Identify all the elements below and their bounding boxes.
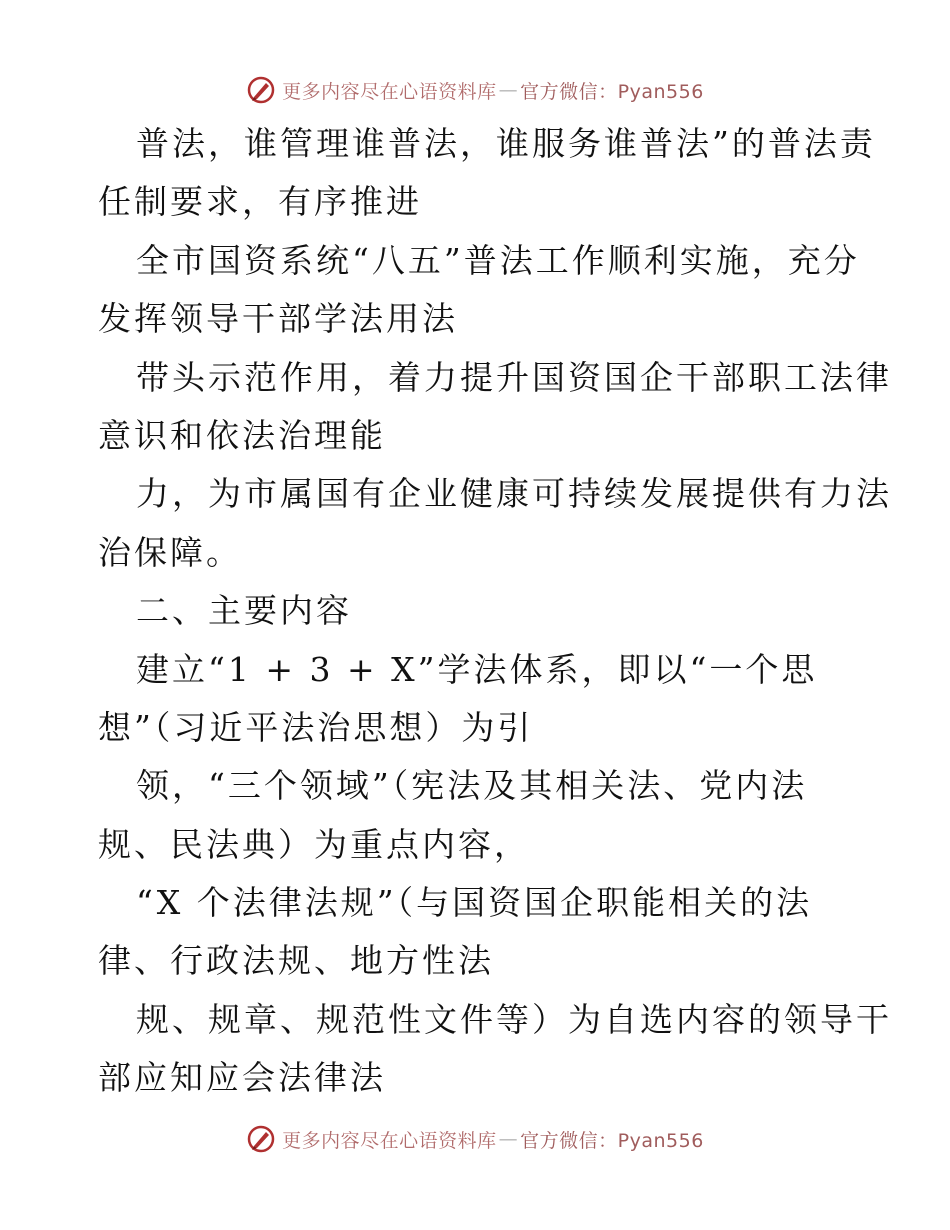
banner-text: 更多内容尽在心语资料库 bbox=[282, 1129, 497, 1152]
text-line: 律、行政法规、地方性法 bbox=[98, 941, 494, 981]
text-line: 普法，谁管理谁普法，谁服务谁普法”的普法责 bbox=[136, 124, 876, 163]
text-line: 力，为市属国有企业健康可持续发展提供有力法 bbox=[136, 474, 892, 514]
text-line: 发挥领导干部学法用法 bbox=[98, 299, 458, 339]
header-watermark-banner bbox=[0, 70, 950, 110]
text-line: 规、规章、规范性文件等）为自选内容的领导干 bbox=[136, 999, 892, 1039]
pen-circle-logo-icon bbox=[246, 75, 276, 105]
text-line: “X 个法律法规”（与国资国企职能相关的法 bbox=[136, 883, 813, 923]
banner-separator: — bbox=[498, 79, 519, 101]
pen-circle-logo-icon bbox=[246, 1124, 276, 1154]
text-line: 全市国资系统“八五”普法工作顺利实施，充分 bbox=[136, 240, 860, 280]
banner-wechat: 官方微信：Pyan556 bbox=[520, 1129, 704, 1152]
text-line: 建立“1 + 3 + X”学法体系，即以“一个思 bbox=[136, 649, 818, 689]
text-line: 部应知应会法律法 bbox=[98, 1058, 386, 1098]
text-line: 领，“三个领域”（宪法及其相关法、党内法 bbox=[136, 766, 808, 806]
section-heading: 二、主要内容 bbox=[136, 591, 352, 631]
footer-watermark-banner bbox=[0, 1119, 950, 1159]
banner-wechat: 官方微信：Pyan556 bbox=[520, 80, 704, 103]
banner-separator: — bbox=[498, 1128, 519, 1150]
banner-text: 更多内容尽在心语资料库 bbox=[282, 80, 497, 103]
text-line: 带头示范作用，着力提升国资国企干部职工法律 bbox=[136, 357, 892, 397]
document-body bbox=[98, 115, 892, 1108]
text-line: 治保障。 bbox=[98, 532, 242, 572]
text-line: 意识和依法治理能 bbox=[98, 415, 386, 455]
text-line: 想”（习近平法治思想）为引 bbox=[98, 707, 534, 747]
text-line: 规、民法典）为重点内容， bbox=[98, 824, 530, 864]
text-line: 任制要求，有序推进 bbox=[98, 182, 422, 222]
